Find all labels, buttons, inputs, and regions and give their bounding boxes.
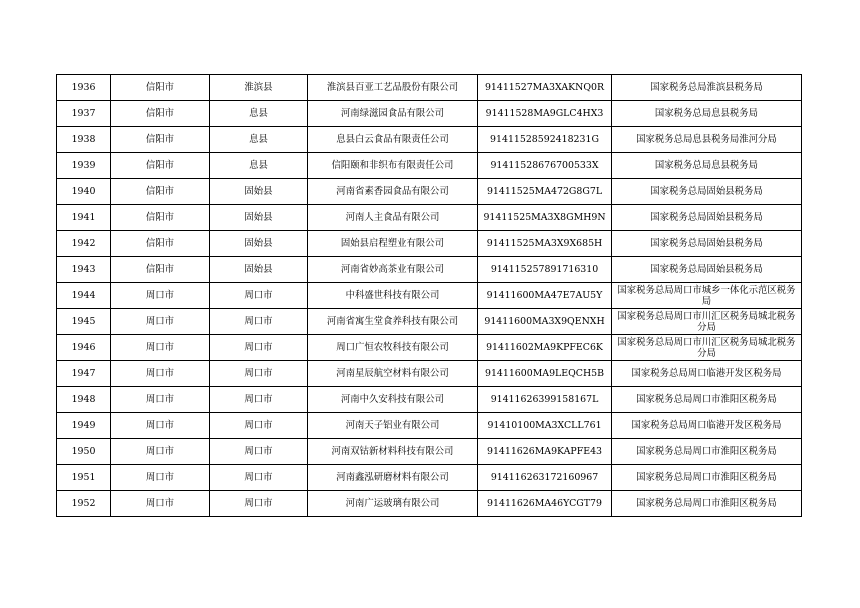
row-number: 1942 — [57, 231, 111, 257]
county-cell: 固始县 — [210, 257, 308, 283]
row-number: 1948 — [57, 387, 111, 413]
city-cell: 信阳市 — [111, 153, 210, 179]
tax-authority-cell: 国家税务总局周口市淮阳区税务局 — [612, 439, 802, 465]
tax-authority-cell: 国家税务总局固始县税务局 — [612, 231, 802, 257]
tax-authority-cell: 国家税务总局周口市川汇区税务局城北税务分局 — [612, 335, 802, 361]
table-row — [57, 309, 802, 335]
county-cell: 息县 — [210, 101, 308, 127]
county-cell: 周口市 — [210, 361, 308, 387]
table-row — [57, 465, 802, 491]
county-cell: 周口市 — [210, 491, 308, 517]
tax-id-cell: 91411602MA9KPFEC6K — [478, 335, 612, 361]
county-cell: 息县 — [210, 127, 308, 153]
tax-id-cell: 91411626399158167L — [478, 387, 612, 413]
row-number: 1938 — [57, 127, 111, 153]
city-cell: 周口市 — [111, 387, 210, 413]
county-cell: 周口市 — [210, 439, 308, 465]
city-cell: 信阳市 — [111, 257, 210, 283]
city-cell: 周口市 — [111, 491, 210, 517]
tax-authority-cell: 国家税务总局固始县税务局 — [612, 257, 802, 283]
table-row — [57, 153, 802, 179]
company-name-cell: 河南省妙高茶业有限公司 — [308, 257, 478, 283]
tax-id-cell: 91411626MA46YCGT79 — [478, 491, 612, 517]
company-name-cell: 河南人主食品有限公司 — [308, 205, 478, 231]
row-number: 1936 — [57, 75, 111, 101]
tax-id-cell: 91411528MA9GLC4HX3 — [478, 101, 612, 127]
row-number: 1947 — [57, 361, 111, 387]
tax-authority-cell: 国家税务总局固始县税务局 — [612, 179, 802, 205]
table-row — [57, 205, 802, 231]
tax-authority-cell: 国家税务总局周口市淮阳区税务局 — [612, 387, 802, 413]
city-cell: 信阳市 — [111, 205, 210, 231]
tax-id-cell: 91411528676700533X — [478, 153, 612, 179]
company-name-cell: 息县白云食品有限责任公司 — [308, 127, 478, 153]
tax-authority-cell: 国家税务总局周口市川汇区税务局城北税务分局 — [612, 309, 802, 335]
city-cell: 信阳市 — [111, 101, 210, 127]
table-row — [57, 439, 802, 465]
table-row — [57, 387, 802, 413]
company-name-cell: 信阳颐和非织布有限责任公司 — [308, 153, 478, 179]
county-cell: 周口市 — [210, 387, 308, 413]
company-name-cell: 河南省素香园食品有限公司 — [308, 179, 478, 205]
table-row — [57, 127, 802, 153]
county-cell: 固始县 — [210, 205, 308, 231]
table-row — [57, 101, 802, 127]
company-name-cell: 河南绿滋园食品有限公司 — [308, 101, 478, 127]
row-number: 1944 — [57, 283, 111, 309]
row-number: 1949 — [57, 413, 111, 439]
tax-authority-cell: 国家税务总局淮滨县税务局 — [612, 75, 802, 101]
company-name-cell: 河南双钴新材料科技有限公司 — [308, 439, 478, 465]
tax-id-cell: 91411600MA9LEQCH5B — [478, 361, 612, 387]
tax-id-cell: 91411626MA9KAPFE43 — [478, 439, 612, 465]
city-cell: 周口市 — [111, 283, 210, 309]
tax-id-cell: 91411525MA3X8GMH9N — [478, 205, 612, 231]
company-name-cell: 中科盛世科技有限公司 — [308, 283, 478, 309]
tax-authority-cell: 国家税务总局周口临港开发区税务局 — [612, 361, 802, 387]
county-cell: 周口市 — [210, 335, 308, 361]
city-cell: 周口市 — [111, 439, 210, 465]
county-cell: 周口市 — [210, 465, 308, 491]
county-cell: 固始县 — [210, 231, 308, 257]
table-row — [57, 179, 802, 205]
company-name-cell: 河南广运玻璃有限公司 — [308, 491, 478, 517]
row-number: 1939 — [57, 153, 111, 179]
tax-id-cell: 91411600MA3X9QENXH — [478, 309, 612, 335]
table-row — [57, 491, 802, 517]
company-name-cell: 固始县启程塑业有限公司 — [308, 231, 478, 257]
row-number: 1940 — [57, 179, 111, 205]
row-number: 1952 — [57, 491, 111, 517]
city-cell: 周口市 — [111, 465, 210, 491]
row-number: 1946 — [57, 335, 111, 361]
table-row — [57, 283, 802, 309]
row-number: 1950 — [57, 439, 111, 465]
tax-id-cell: 91410100MA3XCLL761 — [478, 413, 612, 439]
county-cell: 固始县 — [210, 179, 308, 205]
company-name-cell: 淮滨县百亚工艺品股份有限公司 — [308, 75, 478, 101]
city-cell: 周口市 — [111, 335, 210, 361]
company-name-cell: 河南鑫泓研磨材料有限公司 — [308, 465, 478, 491]
tax-authority-cell: 国家税务总局周口市淮阳区税务局 — [612, 491, 802, 517]
tax-authority-cell: 国家税务总局周口市城乡一体化示范区税务局 — [612, 283, 802, 309]
company-name-cell: 河南中久安科技有限公司 — [308, 387, 478, 413]
city-cell: 信阳市 — [111, 75, 210, 101]
tax-id-cell: 91411600MA47E7AU5Y — [478, 283, 612, 309]
city-cell: 周口市 — [111, 413, 210, 439]
company-name-cell: 河南省寓生堂食养科技有限公司 — [308, 309, 478, 335]
tax-id-cell: 914116263172160967 — [478, 465, 612, 491]
row-number: 1937 — [57, 101, 111, 127]
taxpayer-table-body — [57, 75, 802, 517]
city-cell: 周口市 — [111, 309, 210, 335]
table-row — [57, 361, 802, 387]
tax-id-cell: 91411525MA472G8G7L — [478, 179, 612, 205]
table-row — [57, 335, 802, 361]
county-cell: 周口市 — [210, 309, 308, 335]
county-cell: 息县 — [210, 153, 308, 179]
city-cell: 信阳市 — [111, 179, 210, 205]
row-number: 1943 — [57, 257, 111, 283]
company-name-cell: 河南星辰航空材料有限公司 — [308, 361, 478, 387]
tax-authority-cell: 国家税务总局息县税务局淮河分局 — [612, 127, 802, 153]
row-number: 1945 — [57, 309, 111, 335]
county-cell: 周口市 — [210, 413, 308, 439]
tax-id-cell: 91411528592418231G — [478, 127, 612, 153]
county-cell: 周口市 — [210, 283, 308, 309]
tax-authority-cell: 国家税务总局息县税务局 — [612, 153, 802, 179]
tax-authority-cell: 国家税务总局周口市淮阳区税务局 — [612, 465, 802, 491]
company-name-cell: 周口广恒农牧科技有限公司 — [308, 335, 478, 361]
county-cell: 淮滨县 — [210, 75, 308, 101]
city-cell: 周口市 — [111, 361, 210, 387]
taxpayer-table — [56, 74, 802, 517]
row-number: 1941 — [57, 205, 111, 231]
table-row — [57, 413, 802, 439]
tax-id-cell: 91411527MA3XAKNQ0R — [478, 75, 612, 101]
table-row — [57, 231, 802, 257]
tax-authority-cell: 国家税务总局息县税务局 — [612, 101, 802, 127]
table-row — [57, 75, 802, 101]
tax-id-cell: 91411525MA3X9X685H — [478, 231, 612, 257]
tax-authority-cell: 国家税务总局周口临港开发区税务局 — [612, 413, 802, 439]
tax-authority-cell: 国家税务总局固始县税务局 — [612, 205, 802, 231]
tax-id-cell: 914115257891716310 — [478, 257, 612, 283]
city-cell: 信阳市 — [111, 127, 210, 153]
company-name-cell: 河南天子铝业有限公司 — [308, 413, 478, 439]
table-row — [57, 257, 802, 283]
city-cell: 信阳市 — [111, 231, 210, 257]
row-number: 1951 — [57, 465, 111, 491]
